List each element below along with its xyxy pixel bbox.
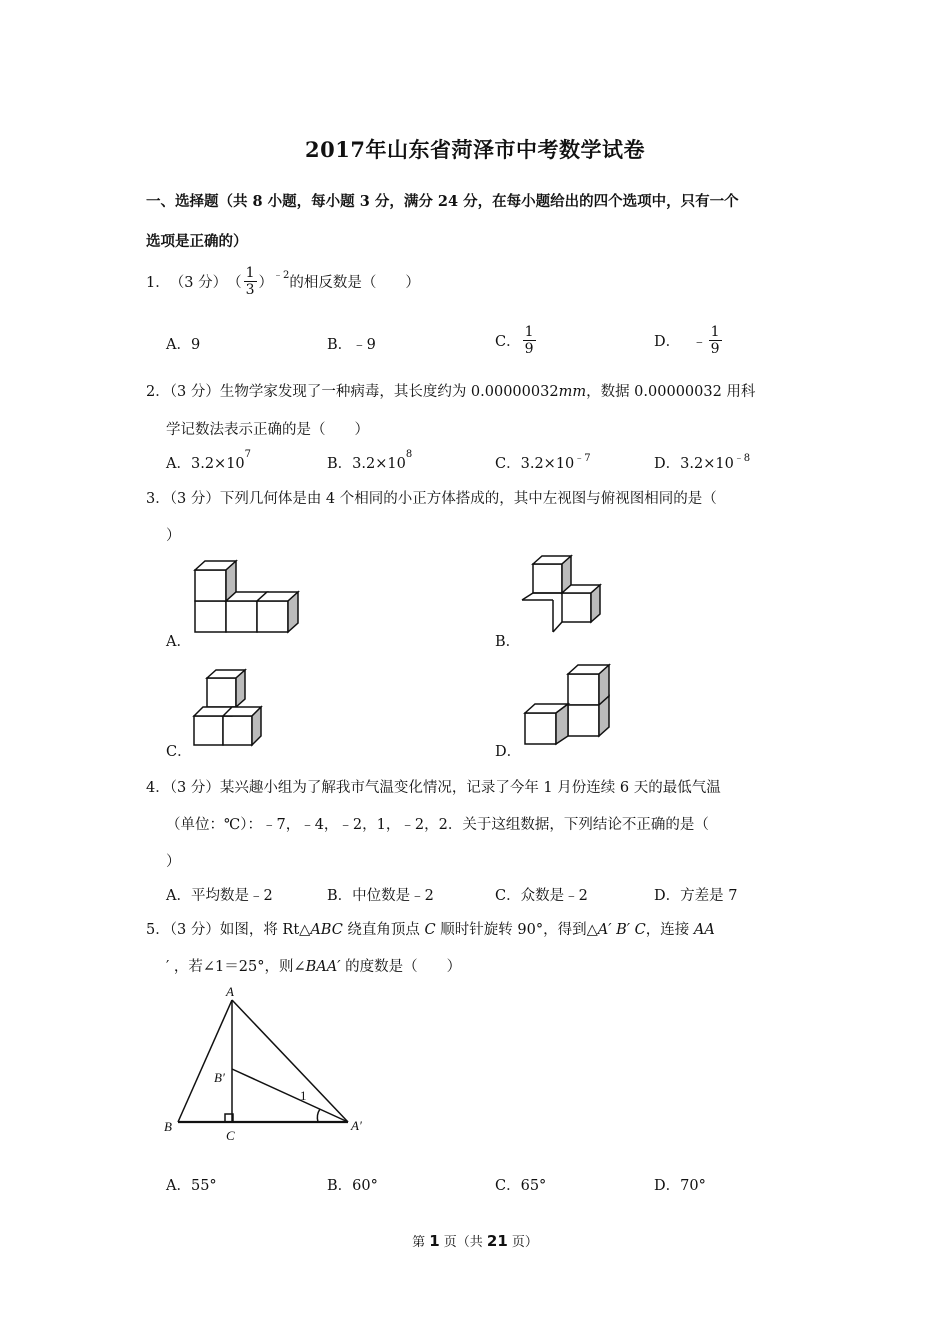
question-text: （3 分）生物学家发现了一种病毒，其长度约为 0.00000032 (169, 384, 559, 400)
fraction (709, 325, 722, 356)
unit: mm (558, 384, 587, 400)
question-5-line1 (146, 918, 715, 939)
question-number: 4． (146, 780, 170, 796)
option-b[interactable] (327, 1174, 378, 1195)
question-score: （3 分） (169, 275, 228, 291)
label-a: A (226, 984, 234, 999)
option-text: 方差是 7 (680, 888, 738, 904)
fraction-numerator: 1 (245, 265, 255, 281)
paren-open: （ (227, 275, 242, 291)
option-c[interactable] (495, 325, 538, 356)
option-label: B． (327, 888, 353, 904)
math-var: BAA′ (305, 959, 341, 975)
question-4-line2: （单位：℃）：﹣7，﹣4，﹣2，1，﹣2，2．关于这组数据，下列结论不正确的是（ (166, 817, 709, 833)
angle-1-arc (317, 1109, 320, 1122)
question-3-line1 (146, 487, 717, 508)
option-label: D． (654, 1178, 681, 1194)
math-var: ABC (310, 922, 343, 938)
paren-close: ） (258, 275, 273, 291)
option-text: 70° (680, 1178, 706, 1194)
segment-ab (178, 1000, 232, 1122)
exponent: ﹣8 (733, 453, 751, 464)
question-text: 的度数是（ ） (340, 959, 462, 975)
question-1-stem (146, 266, 420, 297)
option-label: D． (654, 888, 681, 904)
option-text: 65° (520, 1178, 547, 1194)
option-d[interactable] (654, 1174, 706, 1195)
option-c[interactable] (495, 452, 591, 473)
question-text: （3 分）下列几何体是由 4 个相同的小正方体搭成的，其中左视图与俯视图相同的是（ (169, 491, 717, 507)
option-c[interactable]: C． (166, 744, 192, 760)
question-tail: 的相反数是（ ） (289, 275, 420, 291)
cube-figure-d (520, 660, 625, 746)
footer-text: 第 (412, 1235, 430, 1250)
section-heading-line2: 选项是正确的） (146, 233, 248, 250)
option-label: B． (327, 456, 353, 472)
option-label: C． (495, 1178, 521, 1194)
exponent: 8 (405, 449, 413, 460)
label-c: C (226, 1128, 235, 1143)
question-number: 3． (146, 491, 170, 507)
fraction-denominator: 9 (710, 341, 720, 357)
cube-figure-a (190, 558, 310, 636)
question-number: 2． (146, 384, 170, 400)
option-c[interactable] (495, 884, 588, 905)
question-number: 1． (146, 275, 170, 291)
segment-aa-prime (232, 1000, 348, 1122)
option-text: 3.2×10 (352, 456, 406, 472)
option-label: D． (654, 334, 681, 350)
label-angle-1: 1 (300, 1088, 307, 1103)
question-5-line2 (166, 955, 461, 976)
option-label: A． (166, 888, 191, 904)
option-text: 中位数是﹣2 (352, 888, 434, 904)
option-a[interactable] (166, 449, 252, 473)
exponent: 7 (244, 449, 252, 460)
option-label: C． (495, 456, 521, 472)
question-text: ，数据 0.00000032 用科 (586, 384, 756, 400)
option-label: D． (654, 456, 681, 472)
question-2-line1 (146, 380, 755, 401)
option-label: C． (495, 334, 521, 350)
option-text: 3.2×10 (190, 456, 245, 472)
question-text: （3 分）如图，将 Rt△ (169, 922, 311, 938)
option-text: 60° (352, 1178, 378, 1194)
option-c[interactable] (495, 1174, 546, 1195)
math-var: C (424, 922, 436, 938)
option-d[interactable] (654, 884, 737, 905)
exponent: ﹣7 (574, 453, 591, 464)
option-label: A． (166, 1178, 191, 1194)
fraction-numerator: 1 (710, 324, 720, 340)
option-label: C． (495, 888, 521, 904)
fraction-denominator: 9 (524, 341, 534, 357)
label-b-prime: B′ (214, 1070, 225, 1085)
question-text: ′ ，若∠1＝25°，则∠ (166, 959, 306, 975)
page-footer (0, 1231, 950, 1250)
exponent: ﹣2 (273, 270, 290, 281)
option-text: 55° (190, 1178, 217, 1194)
option-b[interactable] (327, 449, 413, 473)
fraction-numerator: 1 (524, 324, 534, 340)
math-var: AA (693, 922, 715, 938)
triangle-figure (160, 980, 380, 1145)
option-text: 众数是﹣2 (520, 888, 588, 904)
option-label: A． (166, 456, 191, 472)
page-title: 2017年山东省菏泽市中考数学试卷 (305, 137, 645, 162)
option-text: 9 (190, 337, 201, 353)
option-label: B． (327, 1178, 353, 1194)
option-label: B． (327, 337, 353, 353)
option-b[interactable] (327, 884, 434, 905)
option-b[interactable]: B． (495, 634, 521, 650)
cube-figure-b (518, 552, 613, 636)
question-text: 绕直角顶点 (342, 922, 425, 938)
fraction (523, 325, 536, 356)
option-a[interactable] (166, 884, 273, 905)
option-text: ﹣9 (352, 337, 376, 353)
option-a[interactable] (166, 333, 200, 354)
option-text: 3.2×10 (520, 456, 575, 472)
question-2-line2: 学记数法表示正确的是（ ） (166, 422, 369, 438)
cube-figure-c (190, 666, 275, 748)
page-total: 21 (486, 1232, 508, 1250)
question-3-line2: ） (166, 528, 181, 544)
option-a[interactable]: A． (166, 634, 191, 650)
label-a-prime: A′ (351, 1118, 362, 1133)
option-text: 平均数是﹣2 (190, 888, 273, 904)
option-d[interactable] (654, 452, 750, 473)
page-number: 1 (429, 1232, 440, 1250)
option-sign: ﹣ (692, 334, 707, 350)
footer-text: 页（共 (439, 1235, 487, 1250)
question-text: 顺时针旋转 90°，得到△ (435, 922, 598, 938)
section-heading-line1: 一、选择题（共 8 小题，每小题 3 分，满分 24 分，在每小题给出的四个选项中，只有一个 (146, 193, 739, 210)
fraction (244, 266, 257, 297)
option-text: 3.2×10 (680, 456, 734, 472)
fraction-denominator: 3 (245, 282, 255, 298)
question-4-line3: ） (166, 854, 181, 870)
question-text: ，连接 (645, 922, 694, 938)
option-b[interactable] (327, 333, 376, 354)
option-label: A． (166, 337, 191, 353)
label-b: B (164, 1119, 172, 1134)
option-d[interactable]: D． (495, 744, 522, 760)
option-d[interactable] (654, 325, 724, 356)
option-a[interactable] (166, 1174, 217, 1195)
question-text: （3 分）某兴趣小组为了解我市气温变化情况，记录了今年 1 月份连续 6 天的最低气温 (169, 780, 721, 796)
question-number: 5． (146, 922, 170, 938)
segment-b-prime-a-prime (232, 1069, 348, 1122)
question-4-line1 (146, 776, 721, 797)
math-var: A′ B′ C (597, 922, 646, 938)
footer-text: 页） (507, 1235, 538, 1250)
